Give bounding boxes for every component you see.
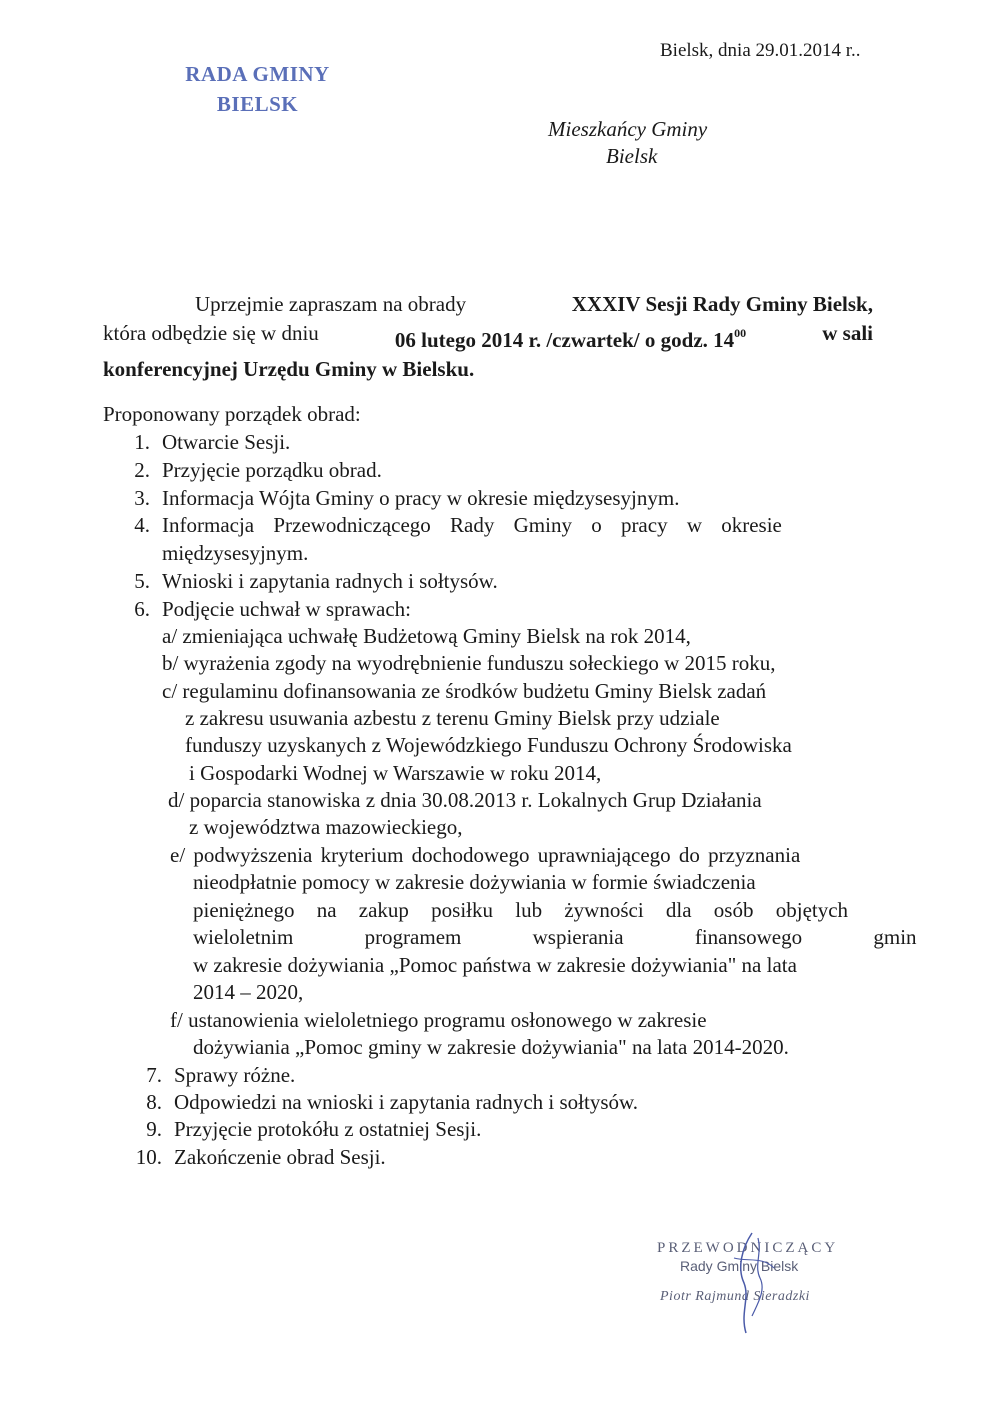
intro-text-1: Uprzejmie zapraszam na obrady	[195, 292, 467, 316]
subitem-e-line-4: wieloletnim programem wspierania finansowego gmin	[193, 925, 917, 949]
agenda-item-number: 7.	[146, 1063, 162, 1087]
agenda-item-number: 3.	[134, 486, 150, 510]
signature-org: Rady Gminy Bielsk	[680, 1258, 799, 1274]
agenda-item-number: 4.	[134, 513, 150, 537]
subitem-e-line-2: nieodpłatnie pomocy w zakresie dożywiania w formie świadczenia	[193, 870, 756, 894]
session-time-minutes: 00	[734, 326, 747, 340]
addressee-line-2: Bielsk	[606, 144, 658, 168]
subitem-e-line-3: pieniężnego na zakup posiłku lub żywności dla osób objętych	[193, 898, 849, 922]
session-date-time: 06 lutego 2014 r. /czwartek/ o godz. 14	[394, 328, 735, 352]
agenda-item-text: Przyjęcie porządku obrad.	[162, 458, 382, 482]
handwritten-signature	[722, 1228, 782, 1338]
subitem-c-line-3: funduszy uzyskanych z Wojewódzkiego Funduszu Ochrony Środowiska	[185, 733, 792, 757]
agenda-item-number: 2.	[134, 458, 150, 482]
agenda-item-number: 6.	[134, 597, 150, 621]
signature-title: PRZEWODNICZĄCY	[657, 1240, 839, 1256]
agenda-heading: Proponowany porządek obrad:	[103, 402, 361, 426]
addressee-line-1: Mieszkańcy Gminy	[548, 117, 708, 141]
subitem-e-line-6: 2014 – 2020,	[193, 980, 304, 1004]
subitem-a: a/ zmieniająca uchwałę Budżetową Gminy Bielsk na rok 2014,	[162, 624, 691, 648]
agenda-item-text-line-2: międzysesyjnym.	[162, 541, 309, 565]
subitem-b: b/ wyrażenia zgody na wyodrębnienie funduszu sołeckiego w 2015 roku,	[162, 651, 776, 675]
subitem-f-line-2: dożywiania „Pomoc gminy w zakresie dożywiania" na lata 2014-2020.	[193, 1035, 789, 1059]
agenda-item-number: 1.	[134, 430, 150, 454]
place-date: Bielsk, dnia 29.01.2014 r..	[660, 40, 861, 61]
signature-name: Piotr Rajmund Sieradzki	[660, 1289, 810, 1304]
agenda-item-number: 5.	[134, 569, 150, 593]
subitem-c-line-1: c/ regulaminu dofinansowania ze środków budżetu Gminy Bielsk zadań	[162, 679, 767, 703]
subitem-d-line-1: d/ poparcia stanowiska z dnia 30.08.2013 r. Lokalnych Grup Działania	[168, 788, 762, 812]
agenda-item-number: 9.	[146, 1117, 162, 1141]
agenda-item-text: Sprawy różne.	[174, 1063, 296, 1087]
subitem-e-line-5: w zakresie dożywiania „Pomoc państwa w zakresie dożywiania" na lata	[193, 953, 797, 977]
agenda-item-text: Wnioski i zapytania radnych i sołtysów.	[162, 569, 498, 593]
subitem-f-line-1: f/ ustanowienia wieloletniego programu osłonowego w zakresie	[170, 1008, 707, 1032]
agenda-item-number: 8.	[146, 1090, 162, 1114]
stamp-line-1: RADA GMINY	[185, 62, 330, 86]
agenda-item-text: Podjęcie uchwał w sprawach:	[162, 597, 411, 621]
agenda-item-text: Przyjęcie protokółu z ostatniej Sesji.	[174, 1117, 482, 1141]
session-venue: konferencyjnej Urzędu Gminy w Bielsku.	[103, 357, 475, 381]
agenda-item-text: Otwarcie Sesji.	[162, 430, 291, 454]
stamp-line-2: BIELSK	[216, 92, 299, 116]
agenda-item-text: Zakończenie obrad Sesji.	[174, 1145, 386, 1169]
subitem-e-text-1: e/ podwyższenia kryterium dochodowego uprawniającego do przyznania	[170, 843, 801, 867]
subitem-c-line-4: i Gospodarki Wodnej w Warszawie w roku 2014,	[189, 761, 602, 785]
intro-line-1	[103, 290, 873, 319]
intro-text-2: która odbędzie się w dniu	[103, 321, 319, 345]
subitem-e-line-1	[170, 843, 875, 868]
agenda-item-text: Informacja Wójta Gminy o pracy w okresie międzysesyjnym.	[162, 486, 680, 510]
agenda-item-text: Odpowiedzi na wnioski i zapytania radnych i sołtysów.	[174, 1090, 639, 1114]
intro-text-venue-start: w sali	[822, 321, 873, 345]
agenda-item-text-line-1	[162, 513, 870, 538]
agenda-item-text: Informacja Przewodniczącego Rady Gminy o pracy w okresie	[162, 513, 782, 537]
subitem-c-line-2: z zakresu usuwania azbestu z terenu Gminy Bielsk przy udziale	[185, 706, 720, 730]
invitation-paragraph	[103, 290, 873, 384]
intro-line-2	[103, 319, 873, 355]
agenda-item-number: 10.	[135, 1145, 162, 1169]
subitem-d-line-2: z województwa mazowieckiego,	[189, 815, 463, 839]
intro-line-3	[103, 355, 873, 384]
session-name: XXXIV Sesji Rady Gminy Bielsk,	[571, 292, 873, 316]
